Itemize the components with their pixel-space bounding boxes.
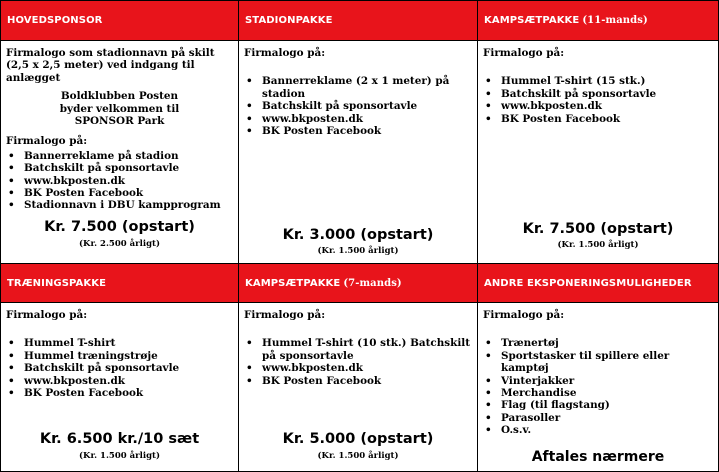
list-item: • www.bkposten.dk [244,362,472,374]
header-title: KAMPSÆTPAKKE [245,277,341,289]
list-item: • Merchandise [483,387,713,399]
list-item: • BK Posten Facebook [6,187,233,199]
sign-line: SPONSOR Park [74,115,165,128]
list-item: • BK Posten Facebook [6,387,233,399]
price: Kr. 5.000 (opstart) [282,431,434,447]
list-item: • BK Posten Facebook [244,375,472,387]
feature-list [483,337,713,436]
logo-on-label: Firmalogo på: [244,47,326,59]
price: Kr. 7.500 (opstart) [44,219,195,235]
list-item: • Flag (til flagstang) [483,399,713,411]
list-item: • Trænertøj [483,337,713,349]
annual-price: (Kr. 2.500 årligt) [79,239,160,249]
header-traeningspakke [1,264,239,303]
feature-list [483,75,713,125]
sign-text [6,90,233,127]
price: Kr. 7.500 (opstart) [522,221,674,237]
package-stadionpakke [239,41,478,264]
list-item: • Bannerreklame (2 x 1 meter) på stadion [244,75,472,100]
feature-list [6,150,233,212]
list-item: • Hummel T-shirt (10 stk.) Batchskilt på sponsortavle [244,337,472,362]
header-andre-eksponeringsmuligheder [478,264,718,303]
package-kampsaetpakke-11 [478,41,718,264]
header-kampsaetpakke-7 [239,264,478,303]
list-item: • BK Posten Facebook [244,125,472,137]
logo-on-label: Firmalogo på: [483,309,565,321]
list-item: • Hummel træningstrøje [6,350,233,362]
header-title: STADIONPAKKE [245,15,333,26]
annual-price: (Kr. 1.500 årligt) [317,451,399,461]
header-subtitle: (7-mands) [343,277,402,289]
annual-price: (Kr. 1.500 årligt) [79,451,160,461]
header-stadionpakke [239,1,478,41]
logo-on-label: Firmalogo på: [6,135,88,148]
header-title: HOVEDSPONSOR [7,15,103,26]
list-item: • Parasoller [483,412,713,424]
list-item: • www.bkposten.dk [483,100,713,112]
list-item: • www.bkposten.dk [244,113,472,125]
annual-price: (Kr. 1.500 årligt) [317,246,399,256]
list-item: • Batchskilt på sponsortavle [6,162,233,174]
package-hovedsponsor [1,41,239,264]
list-item: • Sportstasker til spillere eller kamptøj [483,350,713,375]
list-item: • BK Posten Facebook [483,113,713,125]
list-item: • Stadionnavn i DBU kampprogram [6,199,233,211]
package-intro: Firmalogo som stadionnavn på skilt (2,5 x 2,5 meter) ved indgang til anlægget [6,47,215,84]
feature-list [244,337,472,387]
list-item: • Batchskilt på sponsortavle [6,362,233,374]
header-subtitle: (11-mands) [582,15,648,26]
list-item: • www.bkposten.dk [6,375,233,387]
sign-line: Boldklubben Posten [60,90,179,103]
package-traeningspakke [1,303,239,471]
logo-on-label: Firmalogo på: [244,309,326,321]
header-title: TRÆNINGSPAKKE [7,277,107,289]
feature-list [6,337,233,399]
list-item: • Hummel T-shirt (15 stk.) [483,75,713,87]
logo-on-label: Firmalogo på: [483,47,565,59]
list-item: • Vinterjakker [483,375,713,387]
package-andre-eksponeringsmuligheder [478,303,718,471]
price: Kr. 3.000 (opstart) [282,227,434,243]
feature-list [244,75,472,137]
list-item: • Batchskilt på sponsortavle [244,100,472,112]
list-item: • www.bkposten.dk [6,175,233,187]
header-kampsaetpakke-11 [478,1,718,41]
header-title: ANDRE EKSPONERINGSMULIGHEDER [484,277,692,289]
sign-line: byder velkommen til [59,102,180,115]
header-title: KAMPSÆTPAKKE [484,15,580,26]
list-item: • Batchskilt på sponsortavle [483,88,713,100]
list-item: • Bannerreklame på stadion [6,150,233,162]
price: Kr. 6.500 kr./10 sæt [39,431,200,447]
logo-on-label: Firmalogo på: [6,309,88,321]
annual-price: (Kr. 1.500 årligt) [557,240,639,250]
package-kampsaetpakke-7 [239,303,478,471]
closing-note: Aftales nærmere [531,449,665,465]
list-item: • O.s.v. [483,424,713,436]
header-hovedsponsor [1,1,239,41]
list-item: • Hummel T-shirt [6,337,233,349]
